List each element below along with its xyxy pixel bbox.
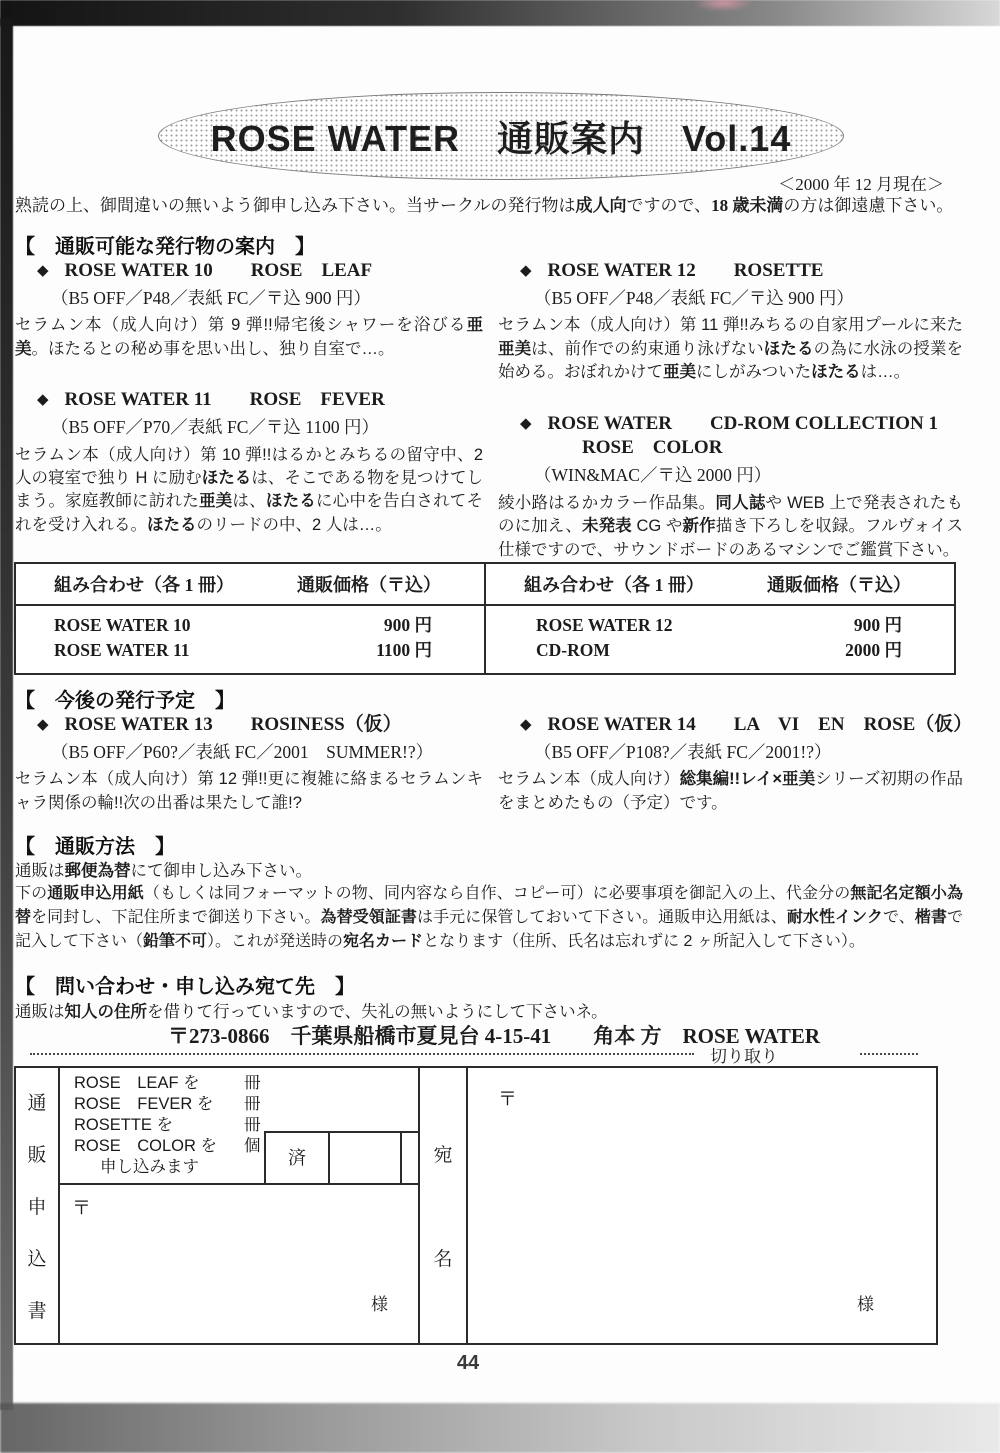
cell-item: ROSE WATER 11	[54, 640, 190, 661]
scan-edge-left	[0, 18, 13, 1410]
item-title-text: ROSE WATER 13 ROSINESS（仮）	[64, 714, 402, 735]
scan-edge-top	[0, 0, 1000, 26]
form-title-char: 書	[27, 1300, 47, 1322]
catalog-item-rw10	[15, 258, 483, 361]
form-title-char: 込	[27, 1248, 47, 1270]
item-description: セラムン本（成人向け）第 10 弾!!はるかとみちるの留守中、2 人の寝室で独り H に励むほたるは、そこである物を見つけてしまう。家庭教師に訪れた亜美は、ほたるに心中を告白されてそれを受け入れる。ほたるのリードの中、2 人は…。	[15, 445, 484, 534]
order-items-cell	[60, 1068, 418, 1185]
dotted-line	[30, 1053, 694, 1055]
table-row	[16, 613, 484, 638]
apply-text: 申し込みます	[100, 1158, 199, 1176]
postal-mark-icon: 〒	[72, 1198, 92, 1219]
catalog-item-rw11	[15, 387, 483, 537]
item-title-text: ROSE WATER 14 LA VI EN ROSE（仮）	[547, 714, 973, 735]
upcoming-column-right	[498, 712, 973, 841]
order-item-counter: 冊	[244, 1116, 261, 1134]
order-item-counter: 個	[244, 1137, 261, 1155]
item-title-text: ROSE WATER 10 ROSE LEAF	[64, 260, 373, 281]
cell-item: ROSE WATER 10	[54, 615, 191, 635]
order-form-right-box	[420, 1066, 938, 1345]
item-title	[15, 387, 483, 413]
addressee-strip-char: 名	[433, 1248, 453, 1270]
form-title-strip	[16, 1068, 60, 1343]
item-spec: （B5 OFF／P48／表紙 FC／〒込 900 円）	[51, 287, 371, 308]
item-title	[498, 712, 973, 738]
item-description: セラムン本（成人向け）総集編!!レイ×亜美シリーズ初期の作品をまとめたもの（予定）です。	[498, 770, 963, 812]
diamond-bullet-icon: ◆	[37, 717, 49, 733]
catalog-item-rw12	[498, 258, 963, 385]
item-description: セラムン本（成人向け）第 12 弾!!更に複雑に絡まるセラムンキャラ関係の輪!!次の出番は果たして誰!?	[15, 770, 483, 812]
item-title	[498, 258, 963, 284]
item-spec: （B5 OFF／P70／表紙 FC／〒込 1100 円）	[51, 416, 380, 437]
catalog-item-cdrom	[498, 411, 963, 562]
intro-note: 熟読の上、御間違いの無いよう御申し込み下さい。当サークルの発行物は成人向ですので、18 歳未満の方は御遠慮下さい。	[15, 196, 954, 215]
item-subtitle: ROSE COLOR	[582, 437, 723, 459]
order-line	[74, 1073, 418, 1094]
cell-price: 900 円	[853, 615, 902, 635]
done-label-cell: 済	[266, 1133, 330, 1183]
item-spec: （B5 OFF／P108?／表紙 FC／2001!?）	[534, 741, 832, 762]
item-title-text: ROSE WATER CD-ROM COLLECTION 1	[547, 412, 938, 434]
diamond-bullet-icon: ◆	[37, 263, 49, 279]
item-spec: （WIN&MAC／〒込 2000 円）	[534, 464, 772, 485]
catalog-column-right	[498, 258, 963, 588]
done-blank-sliver	[402, 1133, 418, 1183]
form-title-char: 申	[27, 1196, 47, 1218]
section-heading-howto: 【 通販方法 】	[15, 836, 175, 858]
title-banner	[158, 92, 844, 180]
dotted-line	[860, 1053, 918, 1055]
addressee-strip	[420, 1068, 468, 1343]
cell-price: 900 円	[383, 615, 432, 635]
upcoming-item-rw13	[15, 712, 483, 815]
honorific-sama: 様	[857, 1295, 874, 1314]
date-note: ＜2000 年 12 月現在＞	[778, 175, 944, 194]
postal-mark-icon: 〒	[498, 1089, 518, 1110]
cut-line-label: 切り取り	[710, 1046, 778, 1066]
item-spec: （B5 OFF／P60?／表紙 FC／2001 SUMMER!?）	[51, 741, 434, 762]
item-description: 綾小路はるかカラー作品集。同人誌や WEB 上で発表されたものに加え、未発表 CG や新作描き下ろしを収録。フルヴォイス仕様ですので、サウンドボードのあるマシンでご鑑賞下さい。	[498, 493, 964, 559]
page-title: ROSE WATER 通販案内 Vol.14	[210, 117, 792, 159]
table-row	[486, 613, 954, 638]
item-description: セラムン本（成人向け）第 9 弾!!帰宅後シャワーを浴びる亜美。ほたるとの秘め事を思い出し、独り自室で…。	[15, 316, 483, 358]
contact-address: 〒273-0866 千葉県船橋市夏見台 4-15-41 角本 方 ROSE WATER	[168, 1024, 820, 1048]
cell-item: CD-ROM	[536, 640, 610, 661]
page-number: 44	[456, 1352, 480, 1374]
contact-note: 通販は知人の住所を借りて行っていますので、失礼の無いようにして下さいネ。	[15, 1003, 608, 1021]
pink-ink-smudge	[693, 0, 753, 11]
column-header-combination: 組み合わせ（各 1 冊）	[54, 575, 234, 595]
order-item-counter: 冊	[244, 1074, 261, 1092]
done-blank-cell	[330, 1133, 402, 1183]
order-form	[14, 1066, 938, 1345]
order-item-counter: 冊	[244, 1095, 261, 1113]
price-table	[14, 562, 956, 675]
order-item-name: ROSE COLOR を	[74, 1137, 218, 1155]
diamond-bullet-icon: ◆	[37, 392, 49, 409]
item-title	[498, 411, 963, 437]
addressee-strip-char: 宛	[433, 1145, 453, 1167]
section-heading-upcoming: 【 今後の発行予定 】	[15, 690, 235, 712]
item-spec: （B5 OFF／P48／表紙 FC／〒込 900 円）	[534, 287, 854, 308]
item-title	[15, 258, 483, 284]
order-item-name: ROSETTE を	[74, 1116, 174, 1134]
price-table-left	[16, 564, 484, 673]
howto-paragraph: 下の通販申込用紙（もしくは同フォーマットの物、同内容なら自作、コピー可）に必要事項を御記入の上、代金分の無記名定額小為替を同封し、下記住所まで御送り下さい。為替受領証書は手元に保管しておいて下さい。通販申込用紙は、耐水性インクで、楷書で記入して下さい（鉛筆不可）。これが発送時の宛名カードとなります（住所、氏名は忘れずに 2 ヶ所記入して下さい）。	[15, 885, 963, 950]
section-heading-catalog: 【 通販可能な発行物の案内 】	[15, 236, 315, 258]
scan-edge-bottom	[0, 1403, 1000, 1453]
section-heading-contact: 【 問い合わせ・申し込み宛て先 】	[15, 976, 355, 998]
order-item-name: ROSE FEVER を	[74, 1095, 214, 1113]
item-title-text: ROSE WATER 12 ROSETTE	[547, 260, 824, 281]
table-header-row	[486, 564, 954, 606]
diamond-bullet-icon: ◆	[520, 717, 532, 733]
howto-line: 通販は郵便為替にて御申し込み下さい。	[15, 862, 312, 880]
catalog-column-left	[15, 258, 483, 563]
sender-address-cell	[60, 1185, 418, 1343]
price-table-right	[484, 564, 954, 673]
table-row	[486, 638, 954, 663]
addressee-cell	[468, 1068, 936, 1343]
column-header-price: 通販価格（〒込）	[767, 575, 911, 595]
cell-price: 2000 円	[845, 640, 902, 661]
diamond-bullet-icon: ◆	[520, 415, 532, 432]
order-line	[74, 1094, 418, 1115]
done-checkbox-table	[264, 1131, 418, 1183]
item-title-text: ROSE WATER 11 ROSE FEVER	[64, 389, 385, 411]
diamond-bullet-icon: ◆	[520, 263, 532, 279]
column-header-combination: 組み合わせ（各 1 冊）	[524, 575, 704, 595]
form-title-char: 通	[27, 1093, 47, 1115]
item-description: セラムン本（成人向け）第 11 弾!!みちるの自家用プールに来た亜美は、前作での約束通り泳げないほたるの為に水泳の授業を始める。おぼれかけて亜美にしがみついたほたるは…。	[498, 316, 964, 382]
table-row	[16, 638, 484, 663]
column-header-price: 通販価格（〒込）	[297, 575, 441, 595]
upcoming-column-left	[15, 712, 483, 841]
upcoming-item-rw14	[498, 712, 973, 815]
cell-item: ROSE WATER 12	[536, 615, 673, 635]
order-item-name: ROSE LEAF を	[74, 1074, 200, 1092]
order-form-left-box	[14, 1066, 420, 1345]
honorific-sama: 様	[371, 1295, 388, 1314]
cell-price: 1100 円	[376, 640, 432, 661]
cut-line	[30, 1046, 918, 1066]
form-title-char: 販	[27, 1145, 47, 1167]
item-title	[15, 712, 483, 738]
table-header-row	[16, 564, 484, 606]
